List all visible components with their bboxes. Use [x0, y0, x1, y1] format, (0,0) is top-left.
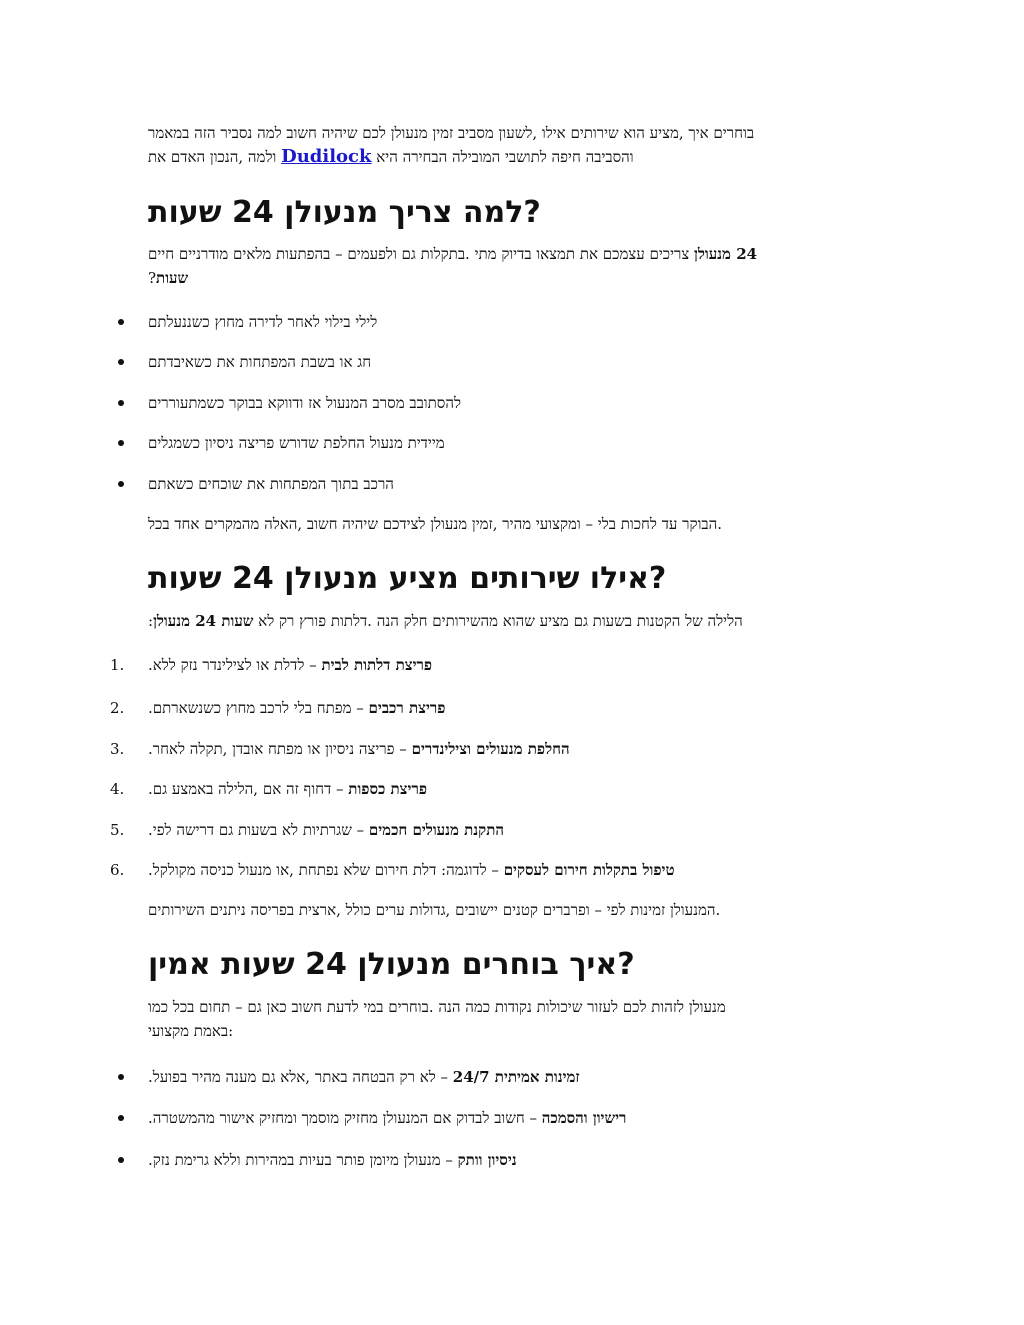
item-text: – דחוף זה אם ,הלילה באמצע גם.	[148, 780, 349, 798]
item-text: – מנעולן מיומן פותר בעיות במהירות וללא גרימת נזק.	[148, 1151, 458, 1169]
list-item-text: חג או בשבת המפתחות את כשאיבדתם	[148, 353, 372, 371]
numbered-item	[110, 653, 858, 677]
intro-line-2	[148, 145, 858, 169]
intro-paragraph	[148, 121, 858, 169]
section-3-intro	[148, 995, 858, 1043]
item-bold: ניסיון וותק	[457, 1151, 517, 1169]
intro-line-2-before-link: והסביבה חיפה לתושבי המובילה הבחירה היא	[376, 148, 634, 166]
item-text: – מפתח בלי לרכב מחוץ כשנשארתם.	[148, 699, 369, 717]
list-item	[110, 1065, 858, 1089]
item-bold: טיפול בתקלות חירום לעסקים	[503, 861, 675, 879]
numbered-item	[110, 858, 858, 882]
item-number: 4.	[110, 780, 125, 798]
item-number: 1.	[110, 656, 125, 674]
item-text: – לדלת או לצילינדר נזק ללא.	[148, 656, 322, 674]
question-bold-start: 24 מנעולן	[694, 245, 758, 263]
dudilock-link[interactable]: Dudilock	[281, 146, 372, 167]
item-text: – חשוב לבדוק אם המנעולן מחזיק מוסמך ומחזיק אישור מהמשטרה.	[148, 1109, 542, 1127]
list-item	[110, 472, 858, 496]
section-2-intro-colon: :	[148, 612, 154, 630]
item-bold: החלפת מנעולים וצילינדרים	[411, 740, 570, 758]
question-mark: ?	[148, 269, 157, 287]
list-item	[110, 1148, 858, 1172]
item-number: 6.	[110, 861, 125, 879]
section-2-intro-bold: שעות 24 מנעולן	[153, 612, 254, 630]
intro-line-1: בוחרים איך ,מציע הוא שירותים אילו ,לשעון מסביב זמין מנעולן לכם שיהיה חשוב למה נסביר הזה במאמר	[148, 124, 755, 142]
item-bold: התקנת מנעולים חכמים	[368, 821, 504, 839]
list-item	[110, 350, 858, 374]
section-1-question	[148, 242, 858, 290]
list-item-text: הרכב בתוך המפתחות את שוכחים כשאתם	[148, 475, 394, 493]
section-3-heading: ?איך בוחרים מנעולן 24 שעות אמין	[148, 947, 635, 982]
item-bold: זמינות אמיתית 24/7	[452, 1068, 580, 1086]
list-item-text: לילי בילוי לאחר לדירה מחוץ כשננעלתם	[148, 313, 378, 331]
numbered-item	[110, 777, 858, 801]
section-2-heading: ?אילו שירותים מציע מנעולן 24 שעות	[148, 561, 667, 596]
section-3-intro-line-1: מנעולן לזהות לכם לעזור שיכולות נקודות כמה הנה .בוחרים במי לדעת חשוב כאן גם – תחום בכל כמו	[148, 998, 726, 1016]
list-item-text: להסתובב מסרב המנעול אז ודווקא בבוקר כשמתעוררים	[148, 394, 461, 412]
item-text: – לדוגמה: דלת חירום שלא נפתחת ,או מנעול כניסה מקולקל.	[148, 861, 504, 879]
section-2-closing: .המנעולן זמינות לפי – ופרברים קטנים יישובים ,גדולות ערים כולל ,ארצית בפריסה ניתנים השירותים	[148, 901, 721, 919]
list-item-text: מיידית מנעול החלפת שדורש פריצה ניסיון כשמגלים	[148, 434, 445, 452]
item-bold: פריצת דלתות לבית	[321, 656, 433, 674]
section-2-intro-text: הלילה של הקטנות בשעות גם מציע שהוא מהשירותים חלק הנה .דלתות פורץ רק לא	[258, 612, 743, 630]
section-1-heading: ?למה צריך מנעולן 24 שעות	[148, 195, 541, 230]
numbered-item	[110, 696, 858, 720]
question-text: צריכים עצמכם את תמצאו בדיוק מתי .בתקלות גם ולפעמים – בהפתעות מלאים מודרניים חיים	[148, 245, 695, 263]
section-1-closing: .הבוקר עד לחכות בלי – ומקצועי מהיר ,זמין מנעולן לצידכם שיהיה חשוב ,האלה מהמקרים אחד בכל	[148, 515, 723, 533]
item-bold: פריצת כספות	[348, 780, 427, 798]
item-bold: רישיון והסמכה	[541, 1109, 627, 1127]
item-number: 5.	[110, 821, 125, 839]
intro-line-2-after-link: ולמה ,הנכון האדם את	[148, 148, 277, 166]
list-item	[110, 1106, 858, 1130]
list-item	[110, 391, 858, 415]
list-item	[110, 431, 858, 455]
question-bold-end: שעות	[156, 269, 189, 287]
section-2-intro	[148, 609, 858, 633]
item-text: – לא רק הבטחה באתר ,אלא גם מענה מהיר בפועל.	[148, 1068, 453, 1086]
numbered-item	[110, 737, 858, 761]
item-bold: פריצת רכבים	[368, 699, 446, 717]
item-text: – שגרתיות לא בשעות גם דרישה לפי.	[148, 821, 369, 839]
list-item	[110, 310, 858, 334]
item-number: 2.	[110, 699, 125, 717]
section-3-intro-line-2: :באמת מקצועי	[148, 1022, 234, 1040]
numbered-item	[110, 818, 858, 842]
item-text: – פריצה ניסיון או מפתח אובדן ,תקלה לאחר.	[148, 740, 412, 758]
item-number: 3.	[110, 740, 125, 758]
